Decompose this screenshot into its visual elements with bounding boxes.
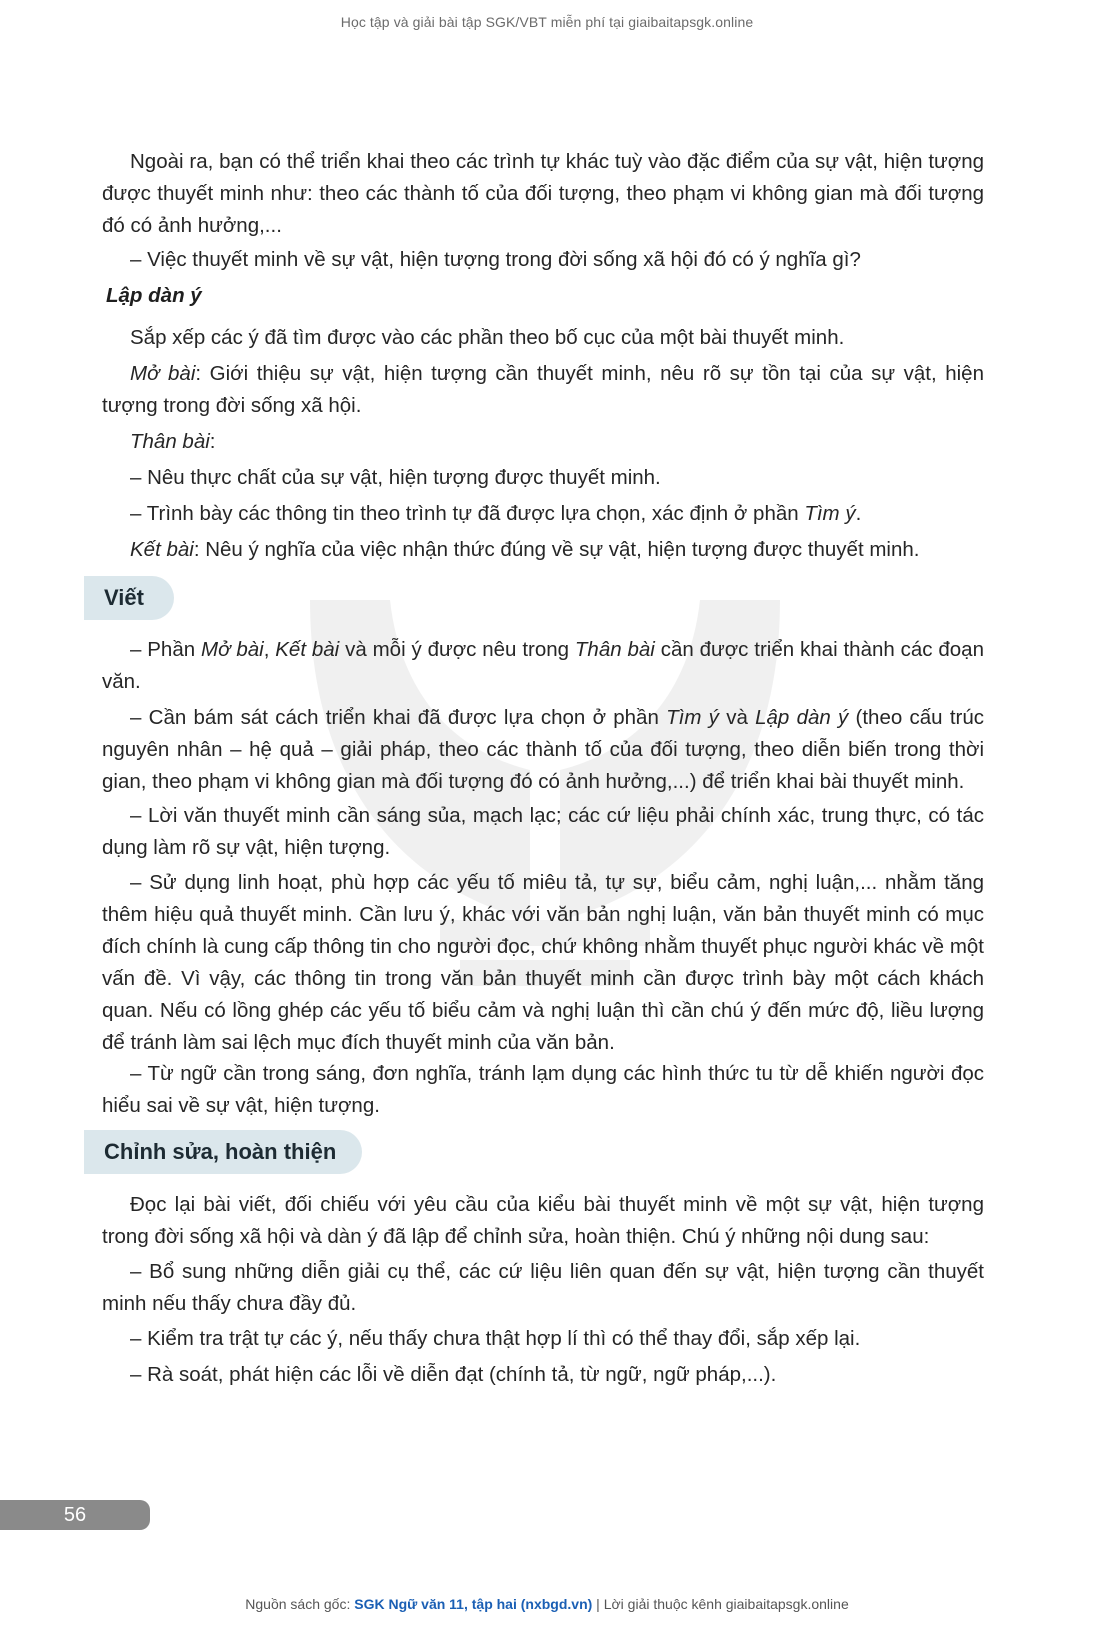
revise-bullet-1: – Bổ sung những diễn giải cụ thể, các cứ liệu liên quan đến sự vật, hiện tượng cần thuyết minh nếu thấy chưa đầy đủ. bbox=[102, 1260, 984, 1315]
viet-b2-b: và bbox=[718, 706, 756, 729]
revise-bullet-2: – Kiểm tra trật tự các ý, nếu thấy chưa thật hợp lí thì có thể thay đổi, sắp xếp lại. bbox=[130, 1327, 861, 1350]
viet-b1-c: và mỗi ý được nêu trong bbox=[339, 638, 575, 661]
than-bai-item-2 bbox=[130, 498, 861, 530]
footer-source bbox=[0, 1596, 1094, 1612]
footer-source-link[interactable]: SGK Ngữ văn 11, tập hai (nxbgd.vn) bbox=[354, 1596, 593, 1612]
footer-prefix: Nguồn sách gốc: bbox=[245, 1596, 355, 1612]
mo-bai-text: : Giới thiệu sự vật, hiện tượng cần thuyết minh, nêu rõ sự tồn tại của sự vật, hiện tượng trong đời sống xã hội. bbox=[102, 362, 984, 417]
outline-ket-bai bbox=[130, 534, 919, 566]
mo-bai-label: Mở bài bbox=[130, 362, 196, 385]
viet-b2-c: (theo cấu trúc nguyên nhân – hệ quả – giải pháp, theo các thành tố của đối tượng, theo diễn biến trong thời gian, theo phạm vi không gian mà đối tượng đó có ảnh hưởng,...) để triển khai bài thuyết minh. bbox=[102, 706, 984, 793]
footer-suffix: | Lời giải thuộc kênh giaibaitapsgk.online bbox=[592, 1596, 849, 1612]
section-viet-heading: Viết bbox=[84, 576, 174, 620]
intro-question: – Việc thuyết minh về sự vật, hiện tượng trong đời sống xã hội đó có ý nghĩa gì? bbox=[130, 248, 861, 271]
viet-b1-em3: Thân bài bbox=[574, 638, 655, 661]
viet-bullet-5: – Từ ngữ cần trong sáng, đơn nghĩa, tránh lạm dụng các hình thức tu từ dễ khiến người đọc hiểu sai về sự vật, hiện tượng. bbox=[102, 1062, 984, 1117]
viet-b2-em1: Tìm ý bbox=[666, 706, 719, 729]
outline-heading: Lập dàn ý bbox=[106, 284, 202, 307]
revise-bullet-3: – Rà soát, phát hiện các lỗi về diễn đạt (chính tả, từ ngữ, ngữ pháp,...). bbox=[130, 1363, 777, 1386]
revise-intro: Đọc lại bài viết, đối chiếu với yêu cầu của kiểu bài thuyết minh về một sự vật, hiện tượng trong đời sống xã hội và dàn ý đã lập để chỉnh sửa, hoàn thiện. Chú ý những nội dung sau: bbox=[102, 1193, 984, 1248]
than-bai-item-2-end: . bbox=[855, 502, 862, 525]
than-bai-label: Thân bài bbox=[130, 430, 210, 453]
outline-than-bai bbox=[130, 426, 215, 458]
viet-b1-em1: Mở bài bbox=[201, 638, 264, 661]
than-bai-item-2-em: Tìm ý bbox=[804, 502, 856, 525]
section-revise-heading: Chỉnh sửa, hoàn thiện bbox=[84, 1130, 362, 1174]
intro-paragraph: Ngoài ra, bạn có thể triển khai theo các trình tự khác tuỳ vào đặc điểm của sự vật, hiện tượng được thuyết minh như: theo các thành tố của đối tượng, theo phạm vi không gian mà đối tượng đó có ảnh hưởng,... bbox=[102, 150, 984, 237]
viet-bullet-1 bbox=[102, 634, 984, 698]
outline-mo-bai bbox=[102, 358, 984, 422]
viet-b1-d: cần được triển khai thành các đoạn văn. bbox=[102, 638, 984, 693]
viet-b1-em2: Kết bài bbox=[275, 638, 340, 661]
outline-intro: Sắp xếp các ý đã tìm được vào các phần theo bố cục của một bài thuyết minh. bbox=[130, 326, 845, 349]
page-number: 56 bbox=[0, 1500, 150, 1530]
viet-bullet-3: – Lời văn thuyết minh cần sáng sủa, mạch lạc; các cứ liệu phải chính xác, trung thực, có tác dụng làm rõ sự vật, hiện tượng. bbox=[102, 804, 984, 859]
viet-b2-em2: Lập dàn ý bbox=[755, 706, 849, 729]
than-bai-item-2-text: – Trình bày các thông tin theo trình tự đã được lựa chọn, xác định ở phần bbox=[130, 502, 805, 525]
than-bai-item-1: – Nêu thực chất của sự vật, hiện tượng được thuyết minh. bbox=[130, 466, 661, 489]
ket-bai-label: Kết bài bbox=[130, 538, 194, 561]
viet-b1-a: – Phần bbox=[130, 638, 201, 661]
viet-b2-a: – Cần bám sát cách triển khai đã được lựa chọn ở phần bbox=[130, 706, 667, 729]
viet-bullet-4: – Sử dụng linh hoạt, phù hợp các yếu tố miêu tả, tự sự, biểu cảm, nghị luận,... nhằm tăng thêm hiệu quả thuyết minh. Cần lưu ý, khác với văn bản nghị luận, văn bản thuyết minh có mục đích chính là cung cấp thông tin cho người đọc, chứ không nhằm thuyết phục người khác về một vấn đề. Vì vậy, các thông tin trong văn bản thuyết minh cần được trình bày một cách khách quan. Nếu có lồng ghép các yếu tố biểu cảm và nghị luận thì cần chú ý đến mức độ, liều lượng để tránh làm sai lệch mục đích thuyết minh của văn bản. bbox=[102, 871, 984, 1054]
viet-bullet-2 bbox=[102, 702, 984, 798]
site-header-note: Học tập và giải bài tập SGK/VBT miễn phí tại giaibaitapsgk.online bbox=[340, 14, 754, 30]
viet-b1-b: , bbox=[263, 638, 276, 661]
ket-bai-text: : Nêu ý nghĩa của việc nhận thức đúng về sự vật, hiện tượng được thuyết minh. bbox=[193, 538, 920, 561]
than-bai-colon: : bbox=[209, 430, 216, 453]
